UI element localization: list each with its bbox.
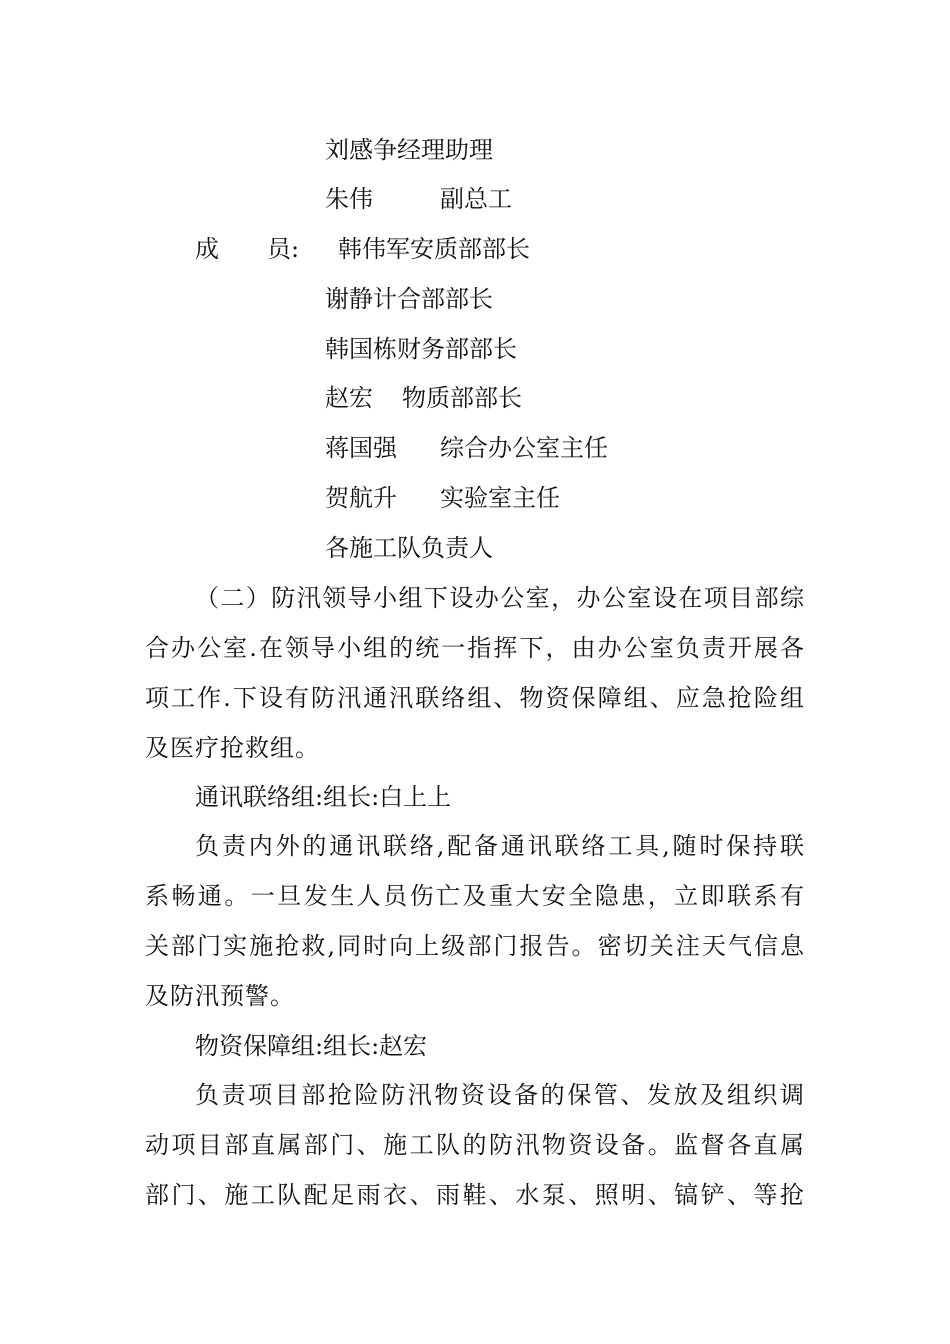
member-line (338, 234, 530, 264)
member-line (325, 284, 493, 314)
member-line (325, 383, 373, 413)
paragraph-line: 部门、施工队配足雨衣、雨鞋、水泵、照明、镐铲、等抢 (145, 1181, 805, 1209)
deputy-title-text: 副总工 (440, 185, 512, 213)
member-text: 韩国栋财务部部长 (325, 335, 517, 363)
member-line (325, 533, 493, 563)
paragraph-line: 及医疗抢救组。 (145, 734, 320, 762)
paragraph-line: （二）防汛领导小组下设办公室，办公室设在项目部综 (195, 584, 805, 612)
deputy-line (325, 135, 493, 165)
member-text: 谢静计合部部长 (325, 285, 493, 313)
deputy-line (325, 184, 373, 214)
member-line (325, 433, 397, 463)
member-title: 实验室主任 (440, 484, 560, 512)
deputy-title (440, 184, 512, 214)
member-title: 综合办公室主任 (440, 434, 608, 462)
group-heading: 物资保障组:组长:赵宏 (195, 1032, 428, 1060)
group-heading: 通讯联络组:组长:白上上 (195, 783, 452, 811)
member-title: 物质部部长 (402, 384, 522, 412)
member-text: 韩伟军安质部部长 (338, 235, 530, 263)
paragraph-line: 动项目部直属部门、施工队的防汛物资设备。监督各直属 (145, 1131, 805, 1159)
member-name: 蒋国强 (325, 434, 397, 462)
deputy-name: 朱伟 (325, 185, 373, 213)
member-name: 赵宏 (325, 384, 373, 412)
member-line (325, 334, 517, 364)
deputy-text: 刘感争经理助理 (325, 136, 493, 164)
paragraph-line: 负责内外的通讯联络,配备通讯联络工具,随时保持联 (195, 832, 805, 860)
paragraph-line: 项工作.下设有防汛通汛联络组、物资保障组、应急抢险组 (145, 684, 805, 712)
member-name: 贺航升 (325, 484, 397, 512)
members-label: 成 员: (195, 235, 300, 263)
paragraph-line: 系畅通。一旦发生人员伤亡及重大安全隐患，立即联系有 (145, 882, 805, 910)
paragraph-line: 关部门实施抢救,同时向上级部门报告。密切关注天气信息 (145, 932, 805, 960)
member-line (325, 483, 397, 513)
paragraph-line: 及防汛预警。 (145, 982, 295, 1010)
member-text: 各施工队负责人 (325, 534, 493, 562)
paragraph-line: 负责项目部抢险防汛物资设备的保管、发放及组织调 (195, 1081, 805, 1109)
paragraph-line: 合办公室.在领导小组的统一指挥下，由办公室负责开展各 (145, 634, 805, 662)
